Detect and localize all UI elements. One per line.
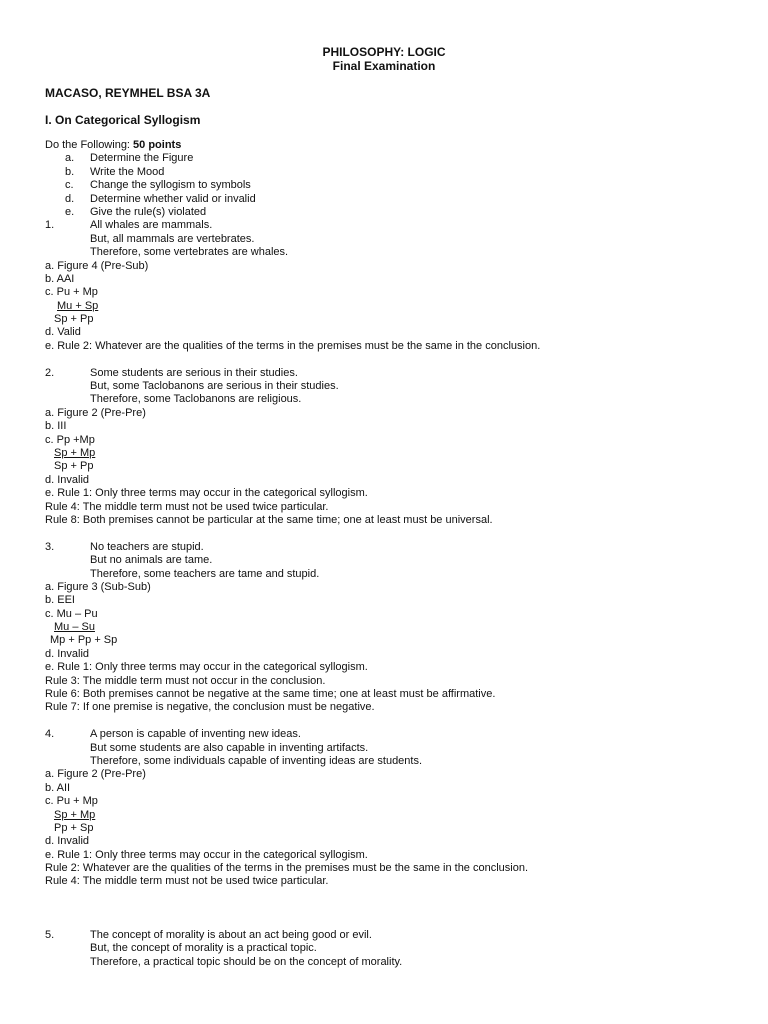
question-2-rule: Rule 8: Both premises cannot be particular at the same time; one at least must be universal. (45, 513, 493, 526)
question-1-validity: d. Valid (45, 326, 81, 339)
question-4-premise: 4. A person is capable of inventing new ideas. (45, 728, 301, 741)
question-1-conclusion: Therefore, some vertebrates are whales. (90, 246, 289, 259)
question-3-symbol: Mp + Pp + Sp (50, 634, 118, 647)
question-4-validity: d. Invalid (45, 835, 90, 848)
question-2-symbol: Sp + Pp (54, 460, 94, 473)
question-4-symbol: c. Pu + Mp (45, 795, 98, 808)
question-3-premise: 3. No teachers are stupid. (45, 540, 204, 553)
question-2-premise: 2. Some students are serious in their studies. (45, 366, 298, 379)
document-title: PHILOSOPHY: LOGIC (322, 45, 446, 59)
question-1-symbol: Mu + Sp (57, 299, 99, 312)
points-label: 50 points (133, 139, 182, 151)
question-3-symbol: c. Mu – Pu (45, 607, 98, 620)
question-5-premise: 5. The concept of morality is about an act being good or evil. (45, 929, 372, 942)
question-3-validity: d. Invalid (45, 647, 90, 660)
question-4-rule: Rule 2: Whatever are the qualities of the terms in the premises must be the same in the conclusion. (45, 862, 529, 875)
question-2-figure: a. Figure 2 (Pre-Pre) (45, 406, 146, 419)
question-4-conclusion: Therefore, some individuals capable of inventing ideas are students. (90, 754, 423, 767)
instruction-item: a. Determine the Figure (65, 152, 194, 165)
question-2-rule: Rule 4: The middle term must not be used twice particular. (45, 500, 329, 513)
section-title: I. On Categorical Syllogism (45, 113, 201, 127)
question-3-rule: Rule 3: The middle term must not occur in the conclusion. (45, 674, 326, 687)
question-3-rule: e. Rule 1: Only three terms may occur in the categorical syllogism. (45, 661, 368, 674)
question-3-rule: Rule 6: Both premises cannot be negative at the same time; one at least must be affirmative. (45, 688, 496, 701)
instruction-item: c. Change the syllogism to symbols (65, 179, 251, 192)
question-5-premise: But, the concept of morality is a practical topic. (90, 942, 317, 955)
question-1-symbol: Sp + Pp (54, 313, 94, 326)
question-3-figure: a. Figure 3 (Sub-Sub) (45, 580, 151, 593)
instructions-line: Do the Following: 50 points (45, 139, 182, 151)
question-1-mood: b. AAI (45, 272, 75, 285)
question-2-mood: b. III (45, 420, 67, 433)
question-2-premise: But, some Taclobanons are serious in their studies. (90, 380, 339, 393)
question-3-conclusion: Therefore, some teachers are tame and stupid. (90, 567, 320, 580)
exam-body (45, 139, 745, 969)
instruction-item: d. Determine whether valid or invalid (65, 192, 256, 205)
question-3-premise: But no animals are tame. (90, 554, 213, 567)
question-4-figure: a. Figure 2 (Pre-Pre) (45, 768, 146, 781)
document-subtitle: Final Examination (332, 59, 436, 73)
instruction-item: b. Write the Mood (65, 165, 165, 178)
question-2-conclusion: Therefore, some Taclobanons are religious. (90, 393, 302, 406)
question-5-conclusion: Therefore, a practical topic should be on the concept of morality. (90, 955, 403, 968)
question-4-rule: Rule 4: The middle term must not be used twice particular. (45, 875, 329, 888)
instruction-item: e. Give the rule(s) violated (65, 205, 207, 218)
question-2-validity: d. Invalid (45, 473, 90, 486)
question-2-symbol: Sp + Mp (54, 446, 96, 459)
question-4-mood: b. AII (45, 781, 71, 794)
question-4-premise: But some students are also capable in inventing artifacts. (90, 741, 369, 754)
student-name: MACASO, REYMHEL BSA 3A (45, 86, 211, 100)
question-1-premise: But, all mammals are vertebrates. (90, 232, 255, 245)
question-1-premise: 1. All whales are mammals. (45, 219, 213, 232)
question-3-mood: b. EEI (45, 594, 75, 607)
question-3-symbol: Mu – Su (54, 621, 95, 634)
question-3-rule: Rule 7: If one premise is negative, the conclusion must be negative. (45, 701, 375, 714)
question-4-symbol: Sp + Mp (54, 808, 96, 821)
question-1-figure: a. Figure 4 (Pre-Sub) (45, 259, 149, 272)
question-4-rule: e. Rule 1: Only three terms may occur in the categorical syllogism. (45, 848, 368, 861)
question-1-symbol: c. Pu + Mp (45, 286, 98, 299)
question-4-symbol: Pp + Sp (54, 821, 94, 834)
question-1-rule: e. Rule 2: Whatever are the qualities of the terms in the premises must be the same in the conclusion. (45, 339, 541, 352)
question-2-rule: e. Rule 1: Only three terms may occur in the categorical syllogism. (45, 487, 368, 500)
question-2-symbol: c. Pp +Mp (45, 433, 95, 446)
